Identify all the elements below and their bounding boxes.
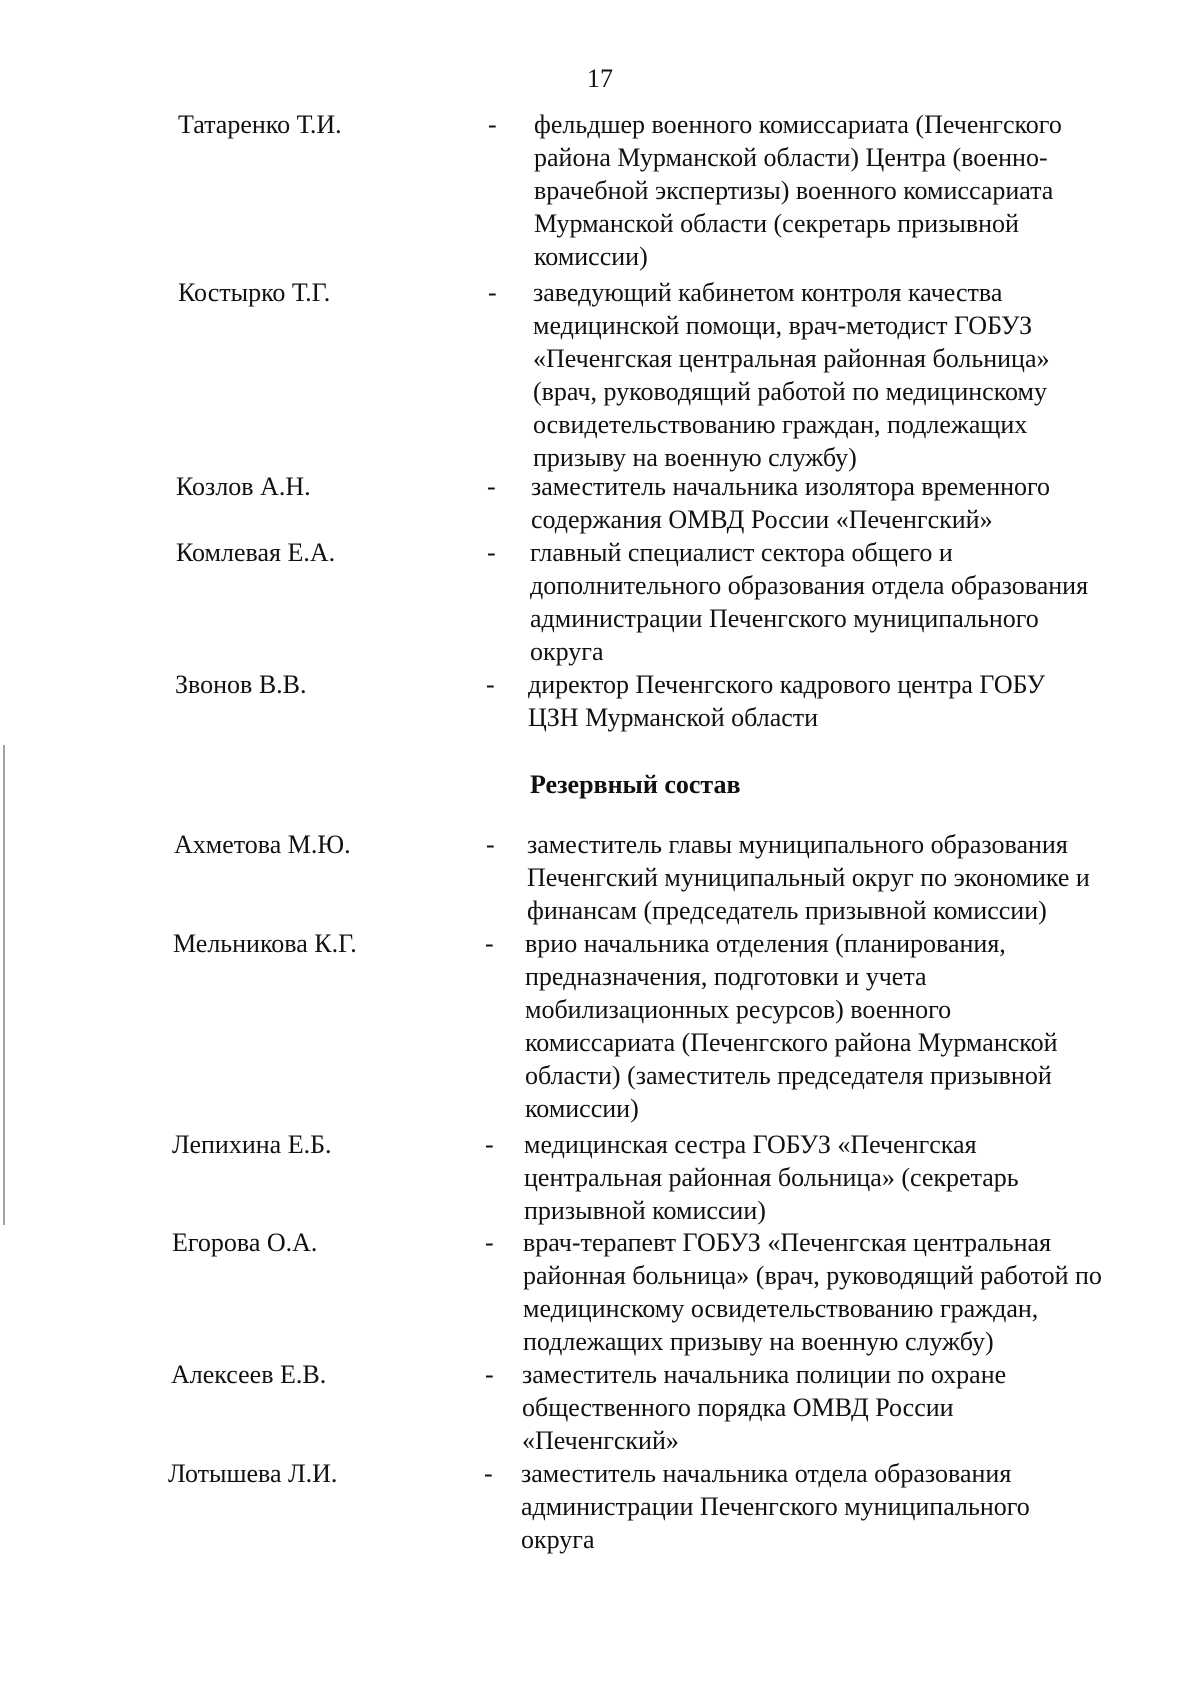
member-name: Лотышева Л.И. [168, 1459, 338, 1488]
member-role: заместитель начальника изолятора временного содержания ОМВД России «Печенгский» [531, 472, 1051, 534]
member-dash: - [485, 929, 494, 958]
member-name: Егорова О.А. [172, 1228, 318, 1257]
member-name: Козлов А.Н. [176, 472, 311, 501]
member-dash: - [485, 1228, 494, 1257]
member-dash: - [486, 670, 495, 699]
member-role: фельдшер военного комиссариата (Печенгского района Мурманской области) Центра (военно-врачебной экспертизы) военного комиссариата Мурманской области (секретарь призывной комиссии) [534, 110, 1062, 271]
member-role: заместитель начальника отдела образования администрации Печенгского муниципального округа [521, 1459, 1030, 1554]
member-role: заведующий кабинетом контроля качества медицинской помощи, врач-методист ГОБУЗ «Печенгская центральная районная больница» (врач, руководящий работой по медицинскому освидетельствованию граждан, подлежащих призыву на военную службу) [533, 278, 1050, 472]
member-name: Татаренко Т.И. [178, 110, 342, 139]
member-role: заместитель начальника полиции по охране общественного порядка ОМВД России «Печенгский» [522, 1360, 1007, 1455]
member-dash: - [488, 278, 497, 307]
member-dash: - [487, 538, 496, 567]
member-role: директор Печенгского кадрового центра ГОБУ ЦЗН Мурманской области [528, 670, 1046, 732]
member-role: заместитель главы муниципального образования Печенгский муниципальный округ по экономике и финансам (председатель призывной комиссии) [527, 830, 1090, 925]
member-dash: - [486, 830, 495, 859]
member-dash: - [487, 472, 496, 501]
member-dash: - [488, 110, 497, 139]
member-name: Звонов В.В. [175, 670, 307, 699]
member-dash: - [484, 1459, 493, 1488]
page-number: 17 [587, 64, 613, 93]
member-role: врач-терапевт ГОБУЗ «Печенгская центральная районная больница» (врач, руководящий работой по медицинскому освидетельствованию граждан, подлежащих призыву на военную службу) [523, 1228, 1102, 1356]
member-dash: - [485, 1130, 494, 1159]
member-name: Костырко Т.Г. [178, 278, 331, 307]
member-name: Ахметова М.Ю. [174, 830, 351, 859]
member-role: медицинская сестра ГОБУЗ «Печенгская центральная районная больница» (секретарь призывной комиссии) [524, 1130, 1019, 1225]
section-heading-reserve: Резервный состав [530, 770, 741, 799]
member-dash: - [485, 1360, 494, 1389]
member-name: Комлевая Е.А. [176, 538, 336, 567]
member-name: Лепихина Е.Б. [172, 1130, 332, 1159]
member-name: Алексеев Е.В. [171, 1360, 327, 1389]
member-name: Мельникова К.Г. [173, 929, 357, 958]
member-role: главный специалист сектора общего и дополнительного образования отдела образования администрации Печенгского муниципального округа [530, 538, 1089, 666]
member-role: врио начальника отделения (планирования, предназначения, подготовки и учета мобилизационных ресурсов) военного комиссариата (Печенгского района Мурманской области) (заместитель председателя призывной комиссии) [525, 929, 1058, 1123]
